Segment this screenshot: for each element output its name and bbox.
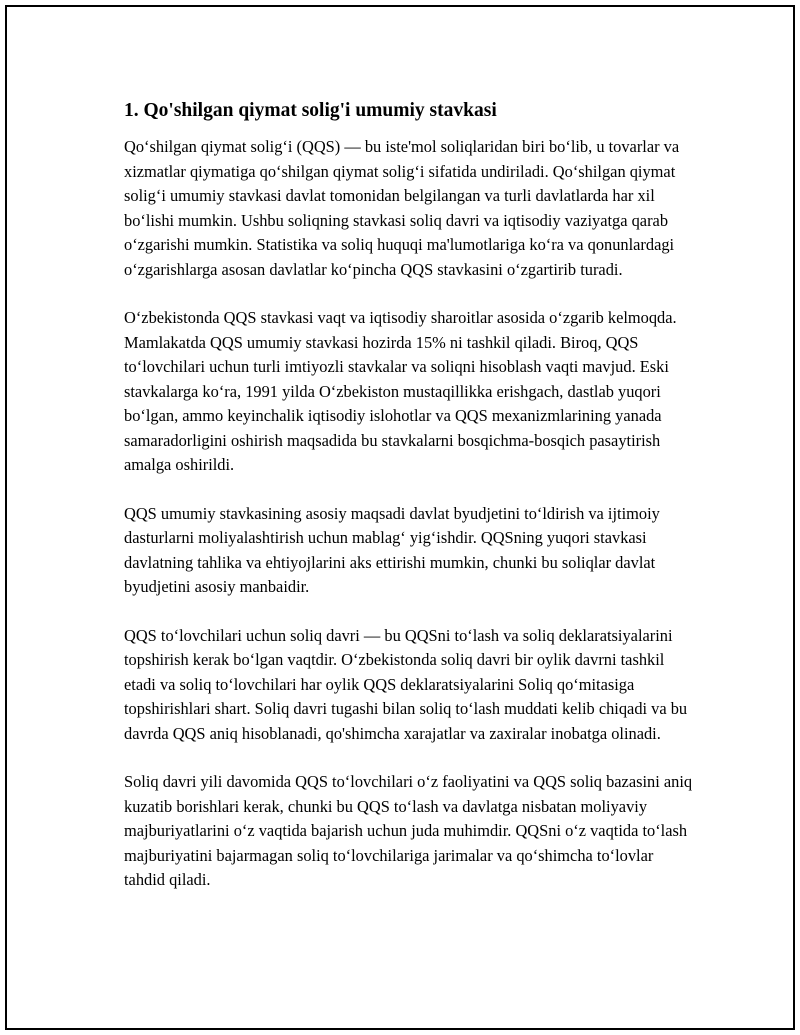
document-content [124,99,694,917]
section-heading: 1. Qo'shilgan qiymat solig'i umumiy stavkasi [124,100,497,121]
paragraph-5: Soliq davri yili davomida QQS to‘lovchilari o‘z faoliyatini va QQS soliq bazasini aniq kuzatib borishlari kerak, chunki bu QQS to‘lash va davlatga nisbatan moliyaviy majburiyatlarini o‘z vaqtida bajarish uchun juda muhimdir. QQSni o‘z vaqtida to‘lash majburiyatini bajarmagan soliq to‘lovchilariga jarimalar va qo‘shimcha to‘lovlar tahdid qiladi. [124,772,693,889]
paragraph-2: O‘zbekistonda QQS stavkasi vaqt va iqtisodiy sharoitlar asosida o‘zgarib kelmoqda. Mamlakatda QQS umumiy stavkasi hozirda 15% ni tashkil qiladi. Biroq, QQS to‘lovchilari uchun turli imtiyozli stavkalar va soliqni hisoblash vaqti mavjud. Eski stavkalarga ko‘ra, 1991 yilda O‘zbekiston mustaqillikka erishgach, dastlab yuqori bo‘lgan, ammo keyinchalik iqtisodiy islohotlar va QQS mexanizmlarining yanada samaradorligini oshirish maqsadida bu stavkalarni bosqichma-bosqich pasaytirish amalga oshirildi. [124,308,677,474]
paragraph-3: QQS umumiy stavkasining asosiy maqsadi davlat byudjetini to‘ldirish va ijtimoiy dasturlarni moliyalashtirish uchun mablag‘ yig‘ishdir. QQSning yuqori stavkasi davlatning tahlika va ehtiyojlarini aks ettirishi mumkin, chunki bu soliqlar davlat byudjetini asosiy manbaidir. [124,503,660,596]
paragraph-4: QQS to‘lovchilari uchun soliq davri — bu QQSni to‘lash va soliq deklaratsiyalarini topshirish kerak bo‘lgan vaqtdir. O‘zbekistonda soliq davri bir oylik davrni tashkil etadi va soliq to‘lovchilari har oylik QQS deklaratsiyalarini Soliq qo‘mitasiga topshirishlari shart. Soliq davri tugashi bilan soliq to‘lash muddati kelib chiqadi va bu davrda QQS aniq hisoblanadi, qo'shimcha xarajatlar va zaxiralar inobatga olinadi. [124,625,688,743]
document-page [5,5,795,1030]
paragraph-1: Qo‘shilgan qiymat solig‘i (QQS) — bu iste'mol soliqlaridan biri bo‘lib, u tovarlar va xizmatlar qiymatiga qo‘shilgan qiymat solig‘i sifatida undiriladi. Qo‘shilgan qiymat solig‘i umumiy stavkasi davlat tomonidan belgilangan va turli davlatlarda har xil bo‘lishi mumkin. Ushbu soliqning stavkasi soliq davri va iqtisodiy vaziyatga qarab o‘zgarishi mumkin. Statistika va soliq huquqi ma'lumotlariga ko‘ra va qonunlardagi o‘zgarishlarga asosan davlatlar ko‘pincha QQS stavkasini o‘zgartirib turadi. [124,137,680,279]
